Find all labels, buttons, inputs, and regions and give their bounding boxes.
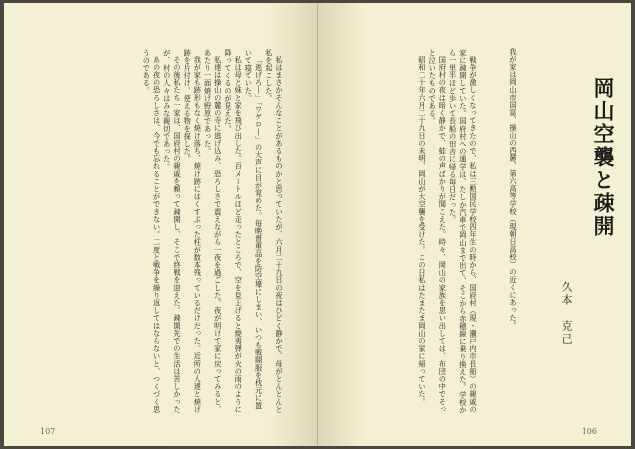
paragraph: あの夜の恐ろしさは、今でも忘れることができない。二度と戦争を繰り返してはならないと、つくづく思うのである。 — [142, 49, 162, 414]
paragraph: 戦争が激しくなってきたので、私は三勲国民学校四年生の時から、国府村（現・瀬戸内市長船）の親戚の家に疎開していた。国府村への通学は、たしか汽車で岡山まで出て、そこから赤穂線に乗り換えた。学校から一里半ほど歩いて長船の田舎に帰る毎日だった。 — [448, 49, 478, 414]
paragraph: 「逃げろ―」「ワゲロ―」の大声に目が覚めた。毎晩貴重品を防空壕にしまい、いつも戦闘服を枕元に置いて寝ていた。 — [244, 49, 264, 410]
left-page-text — [56, 49, 284, 416]
page-number: 107 — [40, 427, 56, 436]
paragraph: 我が家も跡形もなく焼け落ち、焼け跡にはくすぶった柱が数本残っているだけだった。近所の人達と焼け跡を片付け、使える物を探した。 — [183, 49, 203, 414]
paragraph: その後私たち一家は、国府村の親戚を頼って疎開し、そこで終戦を迎えた。疎開先での生活は苦しかったが、村の人々はみな親切であった。 — [162, 49, 182, 414]
left-page — [4, 3, 317, 446]
article-title: 岡山空襲と疎開 — [591, 77, 616, 238]
paragraph: 私は母と妹と家を飛び出した。百メートルほど走ったところで、空を見上げると焼夷弾が火の雨のように降ってくるのが見えた。 — [223, 49, 244, 414]
right-page-text — [346, 49, 478, 416]
page-number: 106 — [581, 427, 597, 436]
paragraph: 国府村の夜は暗く静かで、蛙の声ばかりが聞こえた。時々、岡山の家族を思い出しては、布団の中でそっと泣いたものである。 — [428, 49, 448, 414]
paragraph: 私達は操山の麓の寺に逃げ込み、恐ろしさで震えながら一夜を過ごした。夜が明けて家に戻ってみると、あたり一面焼け野原であった。 — [203, 49, 223, 414]
open-book — [4, 3, 631, 446]
paragraph: 我が家は岡山市国富、操山の西麓、第六高等学校（現朝日高校）の近くにあった。 — [509, 48, 518, 330]
title-block — [488, 41, 618, 411]
paragraph: 昭和二十年六月二十九日の未明、岡山が大空襲を受けた。この日私はたまたま岡山の家に帰っていた。 — [417, 56, 427, 406]
paragraph: 私はまさかそんなことがあるものかと思っていたが、六月二十九日の夜はひどく静かで、母がとんとんと私を起こした。 — [264, 49, 284, 414]
right-page — [318, 3, 631, 446]
author-name: 久本 克己 — [560, 281, 573, 346]
